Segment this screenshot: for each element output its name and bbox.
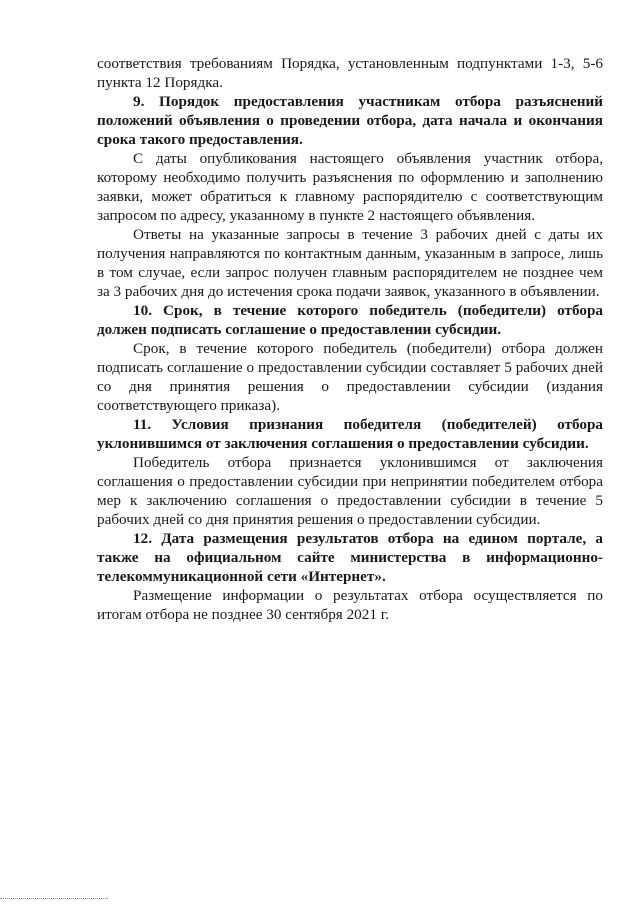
document-body [97, 54, 603, 624]
footer-divider [0, 898, 108, 899]
paragraph: Размещение информации о результатах отбора осуществляется по итогам отбора не позднее 30 сентября 2021 г. [97, 587, 603, 623]
paragraph: Победитель отбора признается уклонившимся от заключения соглашения о предоставлении субсидии при непринятии победителем отбора мер к заключению соглашения о предоставлении субсидии в течение 5 рабочих дней со дня принятия решения о предоставлении субсидии. [97, 454, 603, 528]
section-heading-12: 12. Дата размещения результатов отбора на едином портале, а также на официальном сайте министерства в информационно-телекоммуникационной сети «Интернет». [97, 530, 603, 585]
section-heading-9: 9. Порядок предоставления участникам отбора разъяснений положений объявления о проведении отбора, дата начала и окончания срока такого предоставления. [97, 93, 603, 148]
paragraph: Ответы на указанные запросы в течение 3 рабочих дней с даты их получения направляются по контактным данным, указанным в запросе, лишь в том случае, если запрос получен главным распорядителем не позднее чем за 3 рабочих дня до истечения срока подачи заявок, указанного в объявлении. [97, 226, 603, 300]
paragraph-continuation: соответствия требованиям Порядка, установленным подпунктами 1-3, 5-6 пункта 12 Порядка. [97, 55, 603, 91]
paragraph: С даты опубликования настоящего объявления участник отбора, которому необходимо получить разъяснения по оформлению и заполнению заявки, может обратиться к главному распорядителю с соответствующим запросом по адресу, указанному в пункте 2 настоящего объявления. [97, 150, 603, 224]
section-heading-11: 11. Условия признания победителя (победителей) отбора уклонившимся от заключения соглашения о предоставлении субсидии. [97, 416, 603, 452]
paragraph: Срок, в течение которого победитель (победители) отбора должен подписать соглашение о предоставлении субсидии составляет 5 рабочих дней со дня принятия решения о предоставлении субсидии (издания соответствующего приказа). [97, 340, 603, 414]
section-heading-10: 10. Срок, в течение которого победитель (победители) отбора должен подписать соглашение о предоставлении субсидии. [97, 302, 603, 338]
